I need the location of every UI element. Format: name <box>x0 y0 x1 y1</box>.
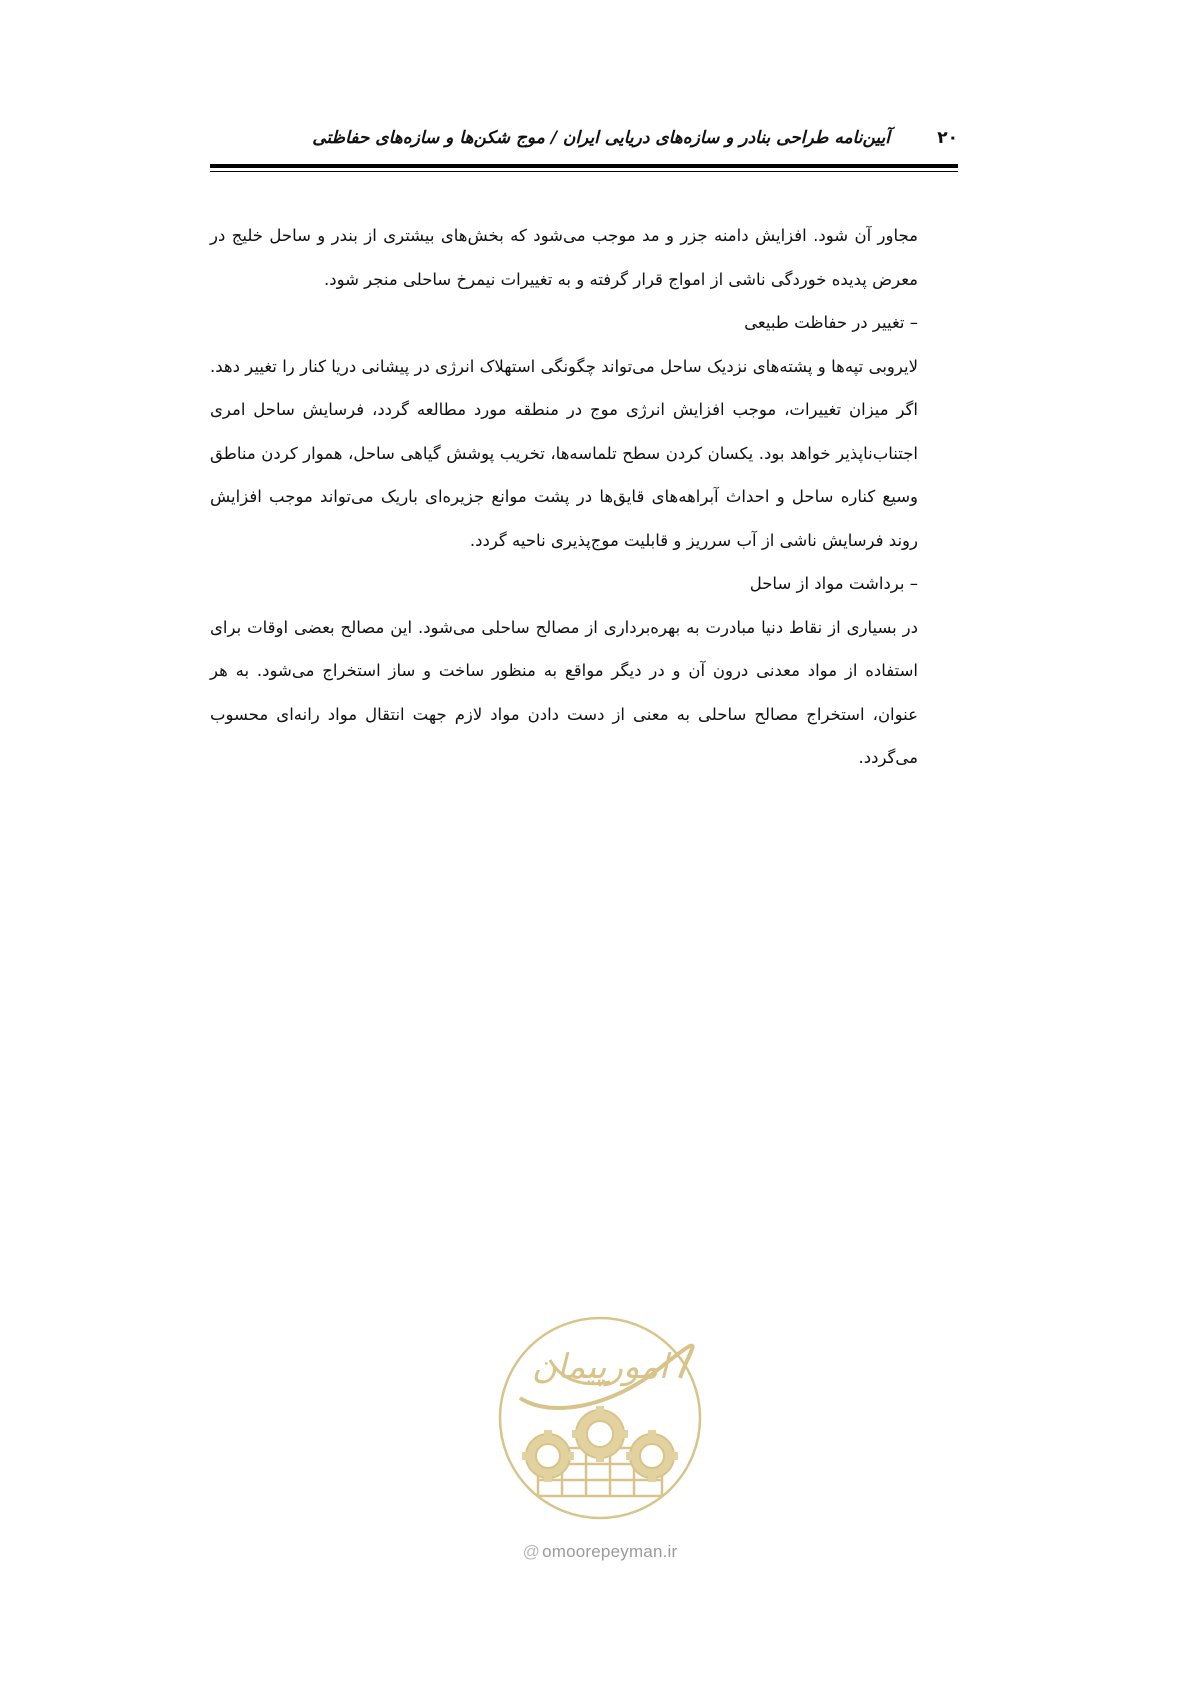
watermark-caption <box>490 1542 710 1562</box>
at-icon: @ <box>522 1542 541 1561</box>
watermark-url: omoorepeyman.ir <box>542 1542 678 1561</box>
body-text <box>210 214 918 780</box>
bullet-natural-protection: – تغییر در حفاظت طبیعی <box>744 313 918 332</box>
watermark-logo <box>490 1308 710 1530</box>
header-title: آیین‌نامه طراحی بنادر و سازه‌های دریایی ایران / موج شکن‌ها و سازه‌های حفاظتی <box>312 128 890 148</box>
running-header <box>210 128 958 174</box>
header-rule-thick <box>210 164 958 168</box>
logo-text: امورپیمان <box>531 1347 669 1387</box>
page-number: ۲۰ <box>937 128 958 148</box>
bullet-material-removal: – برداشت مواد از ساحل <box>749 574 918 593</box>
paragraph-3: در بسیاری از نقاط دنیا مبادرت به بهره‌برداری از مصالح ساحلی می‌شود. این مصالح بعضی اوقات برای استفاده از مواد معدنی درون آن و در دیگر مواقع به منظور ساخت و ساز استخراج می‌شود. به هر عنوان، استخراج مصالح ساحلی به معنی از دست دادن مواد لازم جهت انتقال مواد رانه‌ای محسوب می‌گردد. <box>210 617 918 767</box>
header-rule-thin <box>210 171 958 172</box>
paragraph-1: مجاور آن شود. افزایش دامنه جزر و مد موجب می‌شود که بخش‌های بیشتری از بندر و ساحل خلیج در معرض پدیده خوردگی ناشی از امواج قرار گرفته و به تغییرات نیمرخ ساحلی منجر شود. <box>210 226 918 289</box>
paragraph-2: لایروبی تپه‌ها و پشته‌های نزدیک ساحل می‌تواند چگونگی استهلاک انرژی در پیشانی دریا کنار را تغییر دهد. اگر میزان تغییرات، موجب افزایش انرژی موج در منطقه مورد مطالعه گردد، فرسایش ساحل امری اجتناب‌ناپذیر خواهد بود. یکسان کردن سطح تلماسه‌ها، تخریب پوشش گیاهی ساحل، هموار کردن مناطق وسیع کناره ساحل و احداث آبراهه‌های قایق‌ها در پشت موانع جزیره‌ای باریک می‌تواند موجب افزایش روند فرسایش ناشی از آب سرریز و قابلیت موج‌پذیری ناحیه گردد. <box>210 356 918 550</box>
